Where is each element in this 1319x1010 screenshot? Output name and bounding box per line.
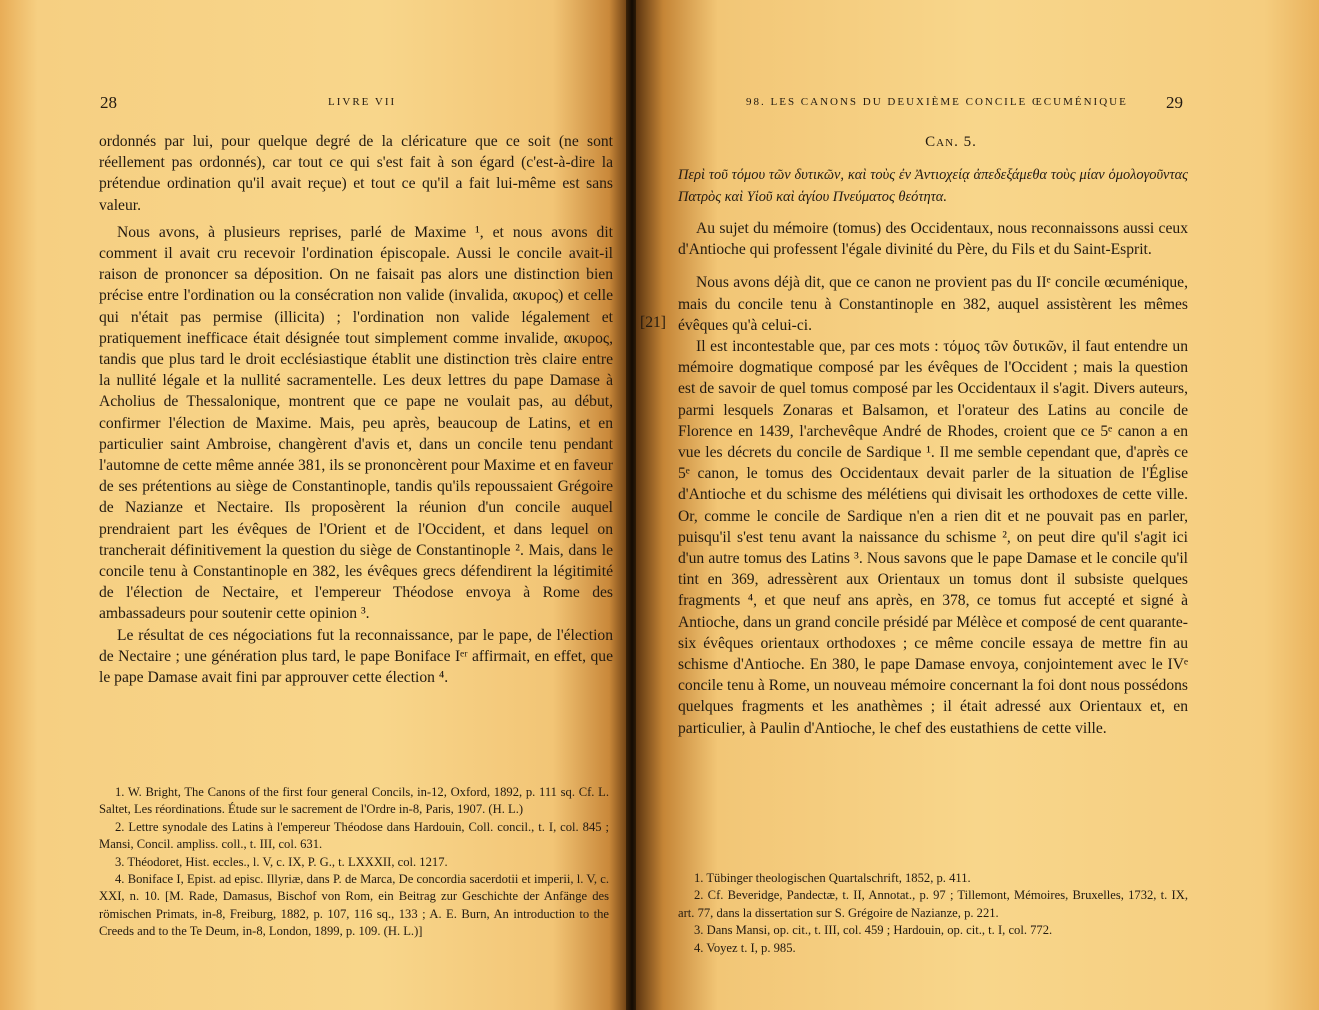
paragraph: Nous avons déjà dit, que ce canon ne provient pas du IIᵉ concile œcuménique, mais du concile tenu à Constantinople en 382, auquel assistèrent les mêmes évêques qu'à celui-ci. bbox=[678, 274, 1188, 334]
left-footnotes bbox=[99, 784, 609, 941]
left-page bbox=[0, 0, 628, 1010]
running-head-right: 98. LES CANONS DU DEUXIÈME CONCILE ŒCUMÉNIQUE bbox=[746, 96, 1128, 108]
left-body bbox=[99, 131, 613, 688]
canon-title: Can. 5. bbox=[925, 134, 977, 150]
right-footnotes bbox=[678, 870, 1188, 957]
footnote: 1. Tübinger theologischen Quartalschrift, 1852, p. 411. bbox=[694, 871, 971, 885]
footnote: 3. Théodoret, Hist. eccles., l. V, c. IX, P. G., t. LXXXII, col. 1217. bbox=[115, 854, 448, 869]
footnote: 1. W. Bright, The Canons of the first four general Concils, in-12, Oxford, 1892, p. 111 sq. Cf. L. Saltet, Les réordinations. Étude sur le sacrement de l'Ordre in-8, Paris, 1907. (H. L.) bbox=[99, 785, 609, 817]
footnote: 3. Dans Mansi, op. cit., t. III, col. 459 ; Hardouin, op. cit., t. I, col. 772. bbox=[694, 923, 1053, 938]
footnote: 4. Boniface I, Epist. ad episc. Illyriæ, dans P. de Marca, De concordia sacerdotii et imperii, l. V, c. XXI, n. 10. [M. Rade, Damasus, Bischof von Rom, ein Beitrag zur Geschichte der Anfänge des römischen Primats, in-8, Freiburg, 1882, p. 107, 116 sq., 133 ; A. E. Burn, An introduction to the Creeds and to the Te Deum, in-8, London, 1899, p. 109. (H. L.)] bbox=[99, 872, 609, 939]
page-number-right: 29 bbox=[1166, 93, 1183, 112]
page-number-left: 28 bbox=[100, 93, 117, 112]
paragraph: Il est incontestable que, par ces mots : τόμος τῶν δυτικῶν, il faut entendre un mémoire dogmatique composé par les évêques de l'Occident ; mais la question est de savoir de quel tomus composé par les Occidentaux il s'agit. Divers auteurs, parmi lesquels Zonaras et Balsamon, et l'orateur des Latins au concile de Florence en 1439, l'archevêque André de Rhodes, croient que ce 5ᵉ canon a en vue les décrets du concile de Sardique ¹. Il me semble cependant que, d'après ce 5ᵉ canon, le tomus des Occidentaux devait parler de la situation de l'Église d'Antioche et du schisme des mélétiens qui divisait les orthodoxes de cette ville. Or, comme le concile de Sardique n'en a rien dit et ne pouvait pas en parler, puisqu'il s'est tenu avant la naissance du schisme ², on peut dire qu'il s'agit ici d'un autre tomus des Latins ³. Nous savons que le pape Damase et le concile qu'il tint en 369, adressèrent aux Orientaux un tomus dont il subsiste quelques fragments ⁴, et que neuf ans après, en 378, ce tomus fut accepté et signé à Antioche, dans un grand concile présidé par Mélèce et composé de cent quarante-six évêques orientaux orthodoxes ; ce même concile essaya de mettre fin au schisme d'Antioche. En 380, le pape Damase envoya, conjointement avec le IVᵉ concile tenu à Rome, un nouveau mémoire concernant la foi dont nous possédons quelques fragments et les anathèmes ; il était adressé aux Orientaux et, en particulier, à Paulin d'Antioche, le chef des eustathiens de cette ville. bbox=[678, 338, 1188, 737]
right-page bbox=[636, 0, 1319, 1010]
paragraph: ordonnés par lui, pour quelque degré de la cléricature que ce soit (ne sont réellement pas ordonnés), car tout ce qui s'est fait à son égard (c'est-à-dire la prétendue ordination qu'il avait reçue) et tout ce qu'il a fait lui-même est sans valeur. bbox=[99, 133, 613, 214]
paragraph: Le résultat de ces négociations fut la reconnaissance, par le pape, de l'élection de Nectaire ; une génération plus tard, le pape Boniface Iᵉʳ affirmait, en effet, que le pape Damase avait fini par approuver cette élection ⁴. bbox=[99, 626, 613, 687]
footnote: 2. Lettre synodale des Latins à l'empereur Théodose dans Hardouin, Coll. concil., t. I, col. 845 ; Mansi, Concil. ampliss. coll., t. III, col. 631. bbox=[99, 819, 609, 852]
paragraph: Nous avons, à plusieurs reprises, parlé de Maxime ¹, et nous avons dit comment il avait cru recevoir l'ordination épiscopale. Aussi le concile avait-il raison de prononcer sa déposition. On ne faisait pas alors une distinction bien précise entre l'ordination ou la consécration non valide (invalida, ακυρος) et celle qui n'était pas permise (illicita) ; l'ordination non valide légalement et pratiquement inefficace était désignée tout simplement comme invalide, ακυρος, tandis que plus tard le droit ecclésiastique établit une distinction très claire entre la nullité légale et la nullité sacramentelle. Les deux lettres du pape Damase à Acholius de Thessalonique, montrent que ce pape ne voulait pas, au début, confirmer l'élection de Maxime. Mais, peu après, beaucoup de Latins, et en particulier saint Ambroise, changèrent d'avis et, dans un concile tenu pendant l'automne de cette même année 381, ils se prononcèrent pour Maxime et en faveur de ses prétentions au siège de Constantinople, tandis qu'ils repoussaient Grégoire de Nazianze et Nectaire. Ils proposèrent la réunion d'un concile auquel prendraient part les évêques de l'Orient et de l'Occident, et dans lequel on trancherait définitivement la question du siège de Constantinople ². Mais, dans le concile tenu à Constantinople en 382, les évêques grecs défendirent la légitimité de l'élection de Nectaire, et l'empereur Théodose envoya à Rome des ambassadeurs pour soutenir cette opinion ³. bbox=[99, 223, 613, 623]
footnote: 4. Voyez t. I, p. 985. bbox=[694, 940, 796, 955]
margin-page-marker: [21] bbox=[640, 314, 666, 331]
right-body bbox=[678, 218, 1188, 739]
paragraph: Au sujet du mémoire (tomus) des Occidentaux, nous reconnaissons aussi ceux d'Antioche qui professent l'égale divinité du Père, du Fils et du Saint-Esprit. bbox=[678, 220, 1188, 259]
greek-canon-text: Περὶ τοῦ τόμου τῶν δυτικῶν, καὶ τοὺς ἐν Ἀντιοχείᾳ ἀπεδεξάμεθα τοὺς μίαν ὁμολογοῦντας Πατρὸς καὶ Υἱοῦ καὶ ἁγίου Πνεύματος θεότητα. bbox=[678, 167, 1188, 205]
running-head-left: LIVRE VII bbox=[328, 96, 397, 108]
footnote: 2. Cf. Beveridge, Pandectæ, t. II, Annotat., p. 97 ; Tillemont, Mémoires, Bruxelles, 1732, t. IX, art. 77, dans la dissertation sur S. Grégoire de Nazianze, p. 221. bbox=[678, 888, 1188, 920]
